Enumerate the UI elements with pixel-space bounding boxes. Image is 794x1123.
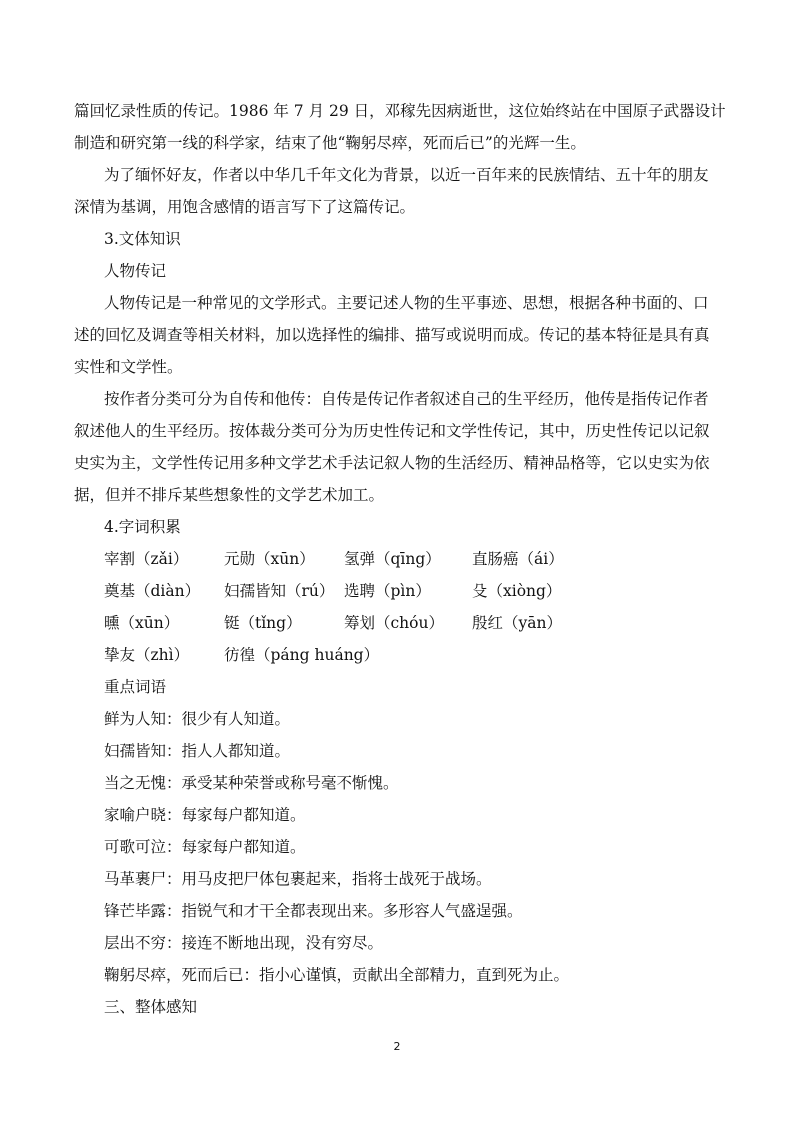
vocab-item: 殳（xiòng） <box>472 582 562 600</box>
vocab-item: 铤（tǐng） <box>224 614 302 632</box>
paragraph-line: 实性和文学性。 <box>74 358 183 376</box>
vocab-item: 直肠癌（ái） <box>472 550 564 568</box>
vocab-item: 挚友（zhì） <box>104 646 190 664</box>
section-heading: 4.字词积累 <box>104 518 181 536</box>
key-term: 锋芒毕露：指锐气和才干全都表现出来。多形容人气盛逞强。 <box>104 902 523 920</box>
vocab-item: 氢弹（qīng） <box>344 550 441 568</box>
paragraph-line: 按作者分类可分为自传和他传：自传是传记作者叙述自己的生平经历，他传是指传记作者 <box>104 390 709 408</box>
key-term: 可歌可泣：每家每户都知道。 <box>104 838 306 856</box>
vocab-item: 宰割（zǎi） <box>104 550 189 568</box>
section-heading: 三、整体感知 <box>104 998 198 1016</box>
key-term: 鲜为人知：很少有人知道。 <box>104 710 291 728</box>
vocab-item: 彷徨（páng huáng） <box>224 646 380 664</box>
paragraph-line: 叙述他人的生平经历。按体裁分类可分为历史性传记和文学性传记，其中，历史性传记以记叙 <box>74 422 710 440</box>
page-number: 2 <box>393 1040 401 1053</box>
key-term: 马革裹尸：用马皮把尸体包裹起来，指将士战死于战场。 <box>104 870 492 888</box>
paragraph-line: 人物传记是一种常见的文学形式。主要记述人物的生平事迹、思想，根据各种书面的、口 <box>104 294 709 312</box>
section-heading: 3.文体知识 <box>104 230 181 248</box>
vocab-item: 元勋（xūn） <box>224 550 315 568</box>
vocab-item: 奠基（diàn） <box>104 582 201 600</box>
vocab-item: 殷红（yān） <box>472 614 562 632</box>
vocab-item: 曛（xūn） <box>104 614 180 632</box>
vocab-item: 选聘（pìn） <box>344 582 431 600</box>
vocab-item: 妇孺皆知（rú） <box>224 582 335 600</box>
key-term: 当之无愧：承受某种荣誉或称号毫不惭愧。 <box>104 774 399 792</box>
key-terms-heading: 重点词语 <box>104 678 167 696</box>
section-subheading: 人物传记 <box>104 262 167 280</box>
intro-line: 篇回忆录性质的传记。1986 年 7 月 29 日，邓稼先因病逝世，这位始终站在中国原子武器设计 <box>74 102 726 120</box>
intro-line: 制造和研究第一线的科学家，结束了他“鞠躬尽瘁，死而后已”的光辉一生。 <box>74 134 586 152</box>
paragraph-line: 据，但并不排斥某些想象性的文学艺术加工。 <box>74 486 385 504</box>
paragraph-line: 述的回忆及调查等相关材料，加以选择性的编排、描写或说明而成。传记的基本特征是具有真 <box>74 326 710 344</box>
key-term: 鞠躬尽瘁，死而后已：指小心谨慎，贡献出全部精力，直到死为止。 <box>104 966 570 984</box>
key-term: 家喻户晓：每家每户都知道。 <box>104 806 306 824</box>
key-term: 层出不穷：接连不断地出现，没有穷尽。 <box>104 934 384 952</box>
paragraph-line: 史实为主，文学性传记用多种文学艺术手法记叙人物的生活经历、精神品格等，它以史实为依 <box>74 454 710 472</box>
key-term: 妇孺皆知：指人人都知道。 <box>104 742 291 760</box>
vocab-item: 筹划（chóu） <box>344 614 444 632</box>
intro-line: 深情为基调，用饱含感情的语言写下了这篇传记。 <box>74 198 416 216</box>
intro-line: 为了缅怀好友，作者以中华几千年文化为背景，以近一百年来的民族情结、五十年的朋友 <box>104 166 709 184</box>
